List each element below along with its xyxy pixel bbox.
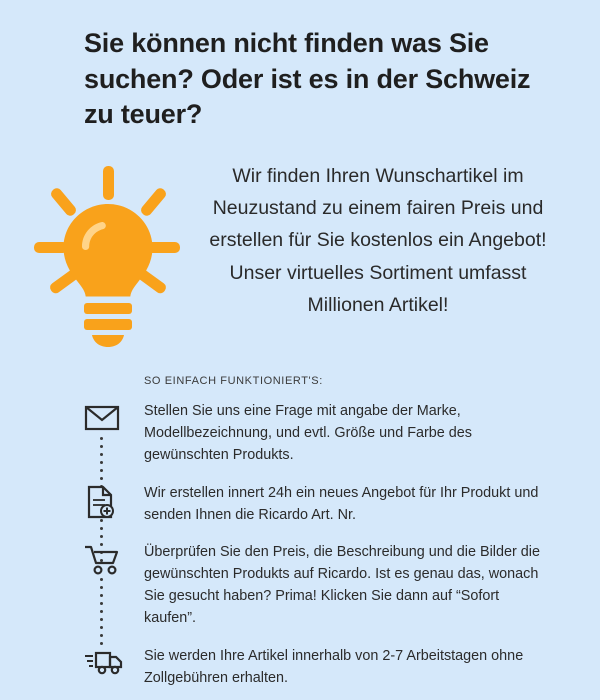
step-icon-wrap [84, 401, 136, 435]
delivery-truck-icon [84, 648, 124, 676]
step-icon-wrap [84, 542, 136, 576]
shopping-cart-icon [84, 544, 122, 576]
list-item [84, 646, 554, 690]
step-icon-wrap [84, 483, 136, 517]
step-text: Stellen Sie uns eine Frage mit angabe der Marke, Modellbezeichnung, und evtl. Größe und Farbe des gewünschten Produkts. [144, 403, 472, 463]
list-item [84, 401, 554, 467]
steps-title: SO EINFACH FUNKTIONIERT'S: [144, 375, 323, 387]
list-item [84, 483, 554, 527]
step-text: Wir erstellen innert 24h ein neues Angebot für Ihr Produkt und senden Ihnen die Ricardo Art. Nr. [144, 484, 539, 523]
document-add-icon [84, 485, 116, 519]
hero-paragraph: Wir finden Ihren Wunschartikel im Neuzustand zu einem fairen Preis und erstellen für Sie kostenlos ein Angebot! Unser virtuelles Sortiment umfasst Millionen Artikel! [209, 165, 547, 316]
envelope-icon [84, 403, 120, 433]
hero-section [0, 152, 600, 367]
dotted-connector [100, 578, 103, 650]
step-text: Sie werden Ihre Artikel innerhalb von 2-7 Arbeitstagen ohne Zollgebühren erhalten. [144, 648, 524, 686]
steps-section [84, 375, 554, 690]
list-item [84, 542, 554, 630]
lightbulb-icon [22, 164, 192, 349]
page-title: Sie können nicht finden was Sie suchen? Oder ist es in der Schweiz zu teuer? [84, 28, 531, 130]
step-icon-wrap [84, 646, 136, 680]
step-text: Überprüfen Sie den Preis, die Beschreibung und die Bilder die gewünschten Produkts auf Ricardo. Ist es genau das, wonach Sie gesucht haben? Prima! Klicken Sie dann auf “Sofort kaufen”. [144, 544, 540, 627]
lightbulb-illustration [22, 164, 192, 349]
